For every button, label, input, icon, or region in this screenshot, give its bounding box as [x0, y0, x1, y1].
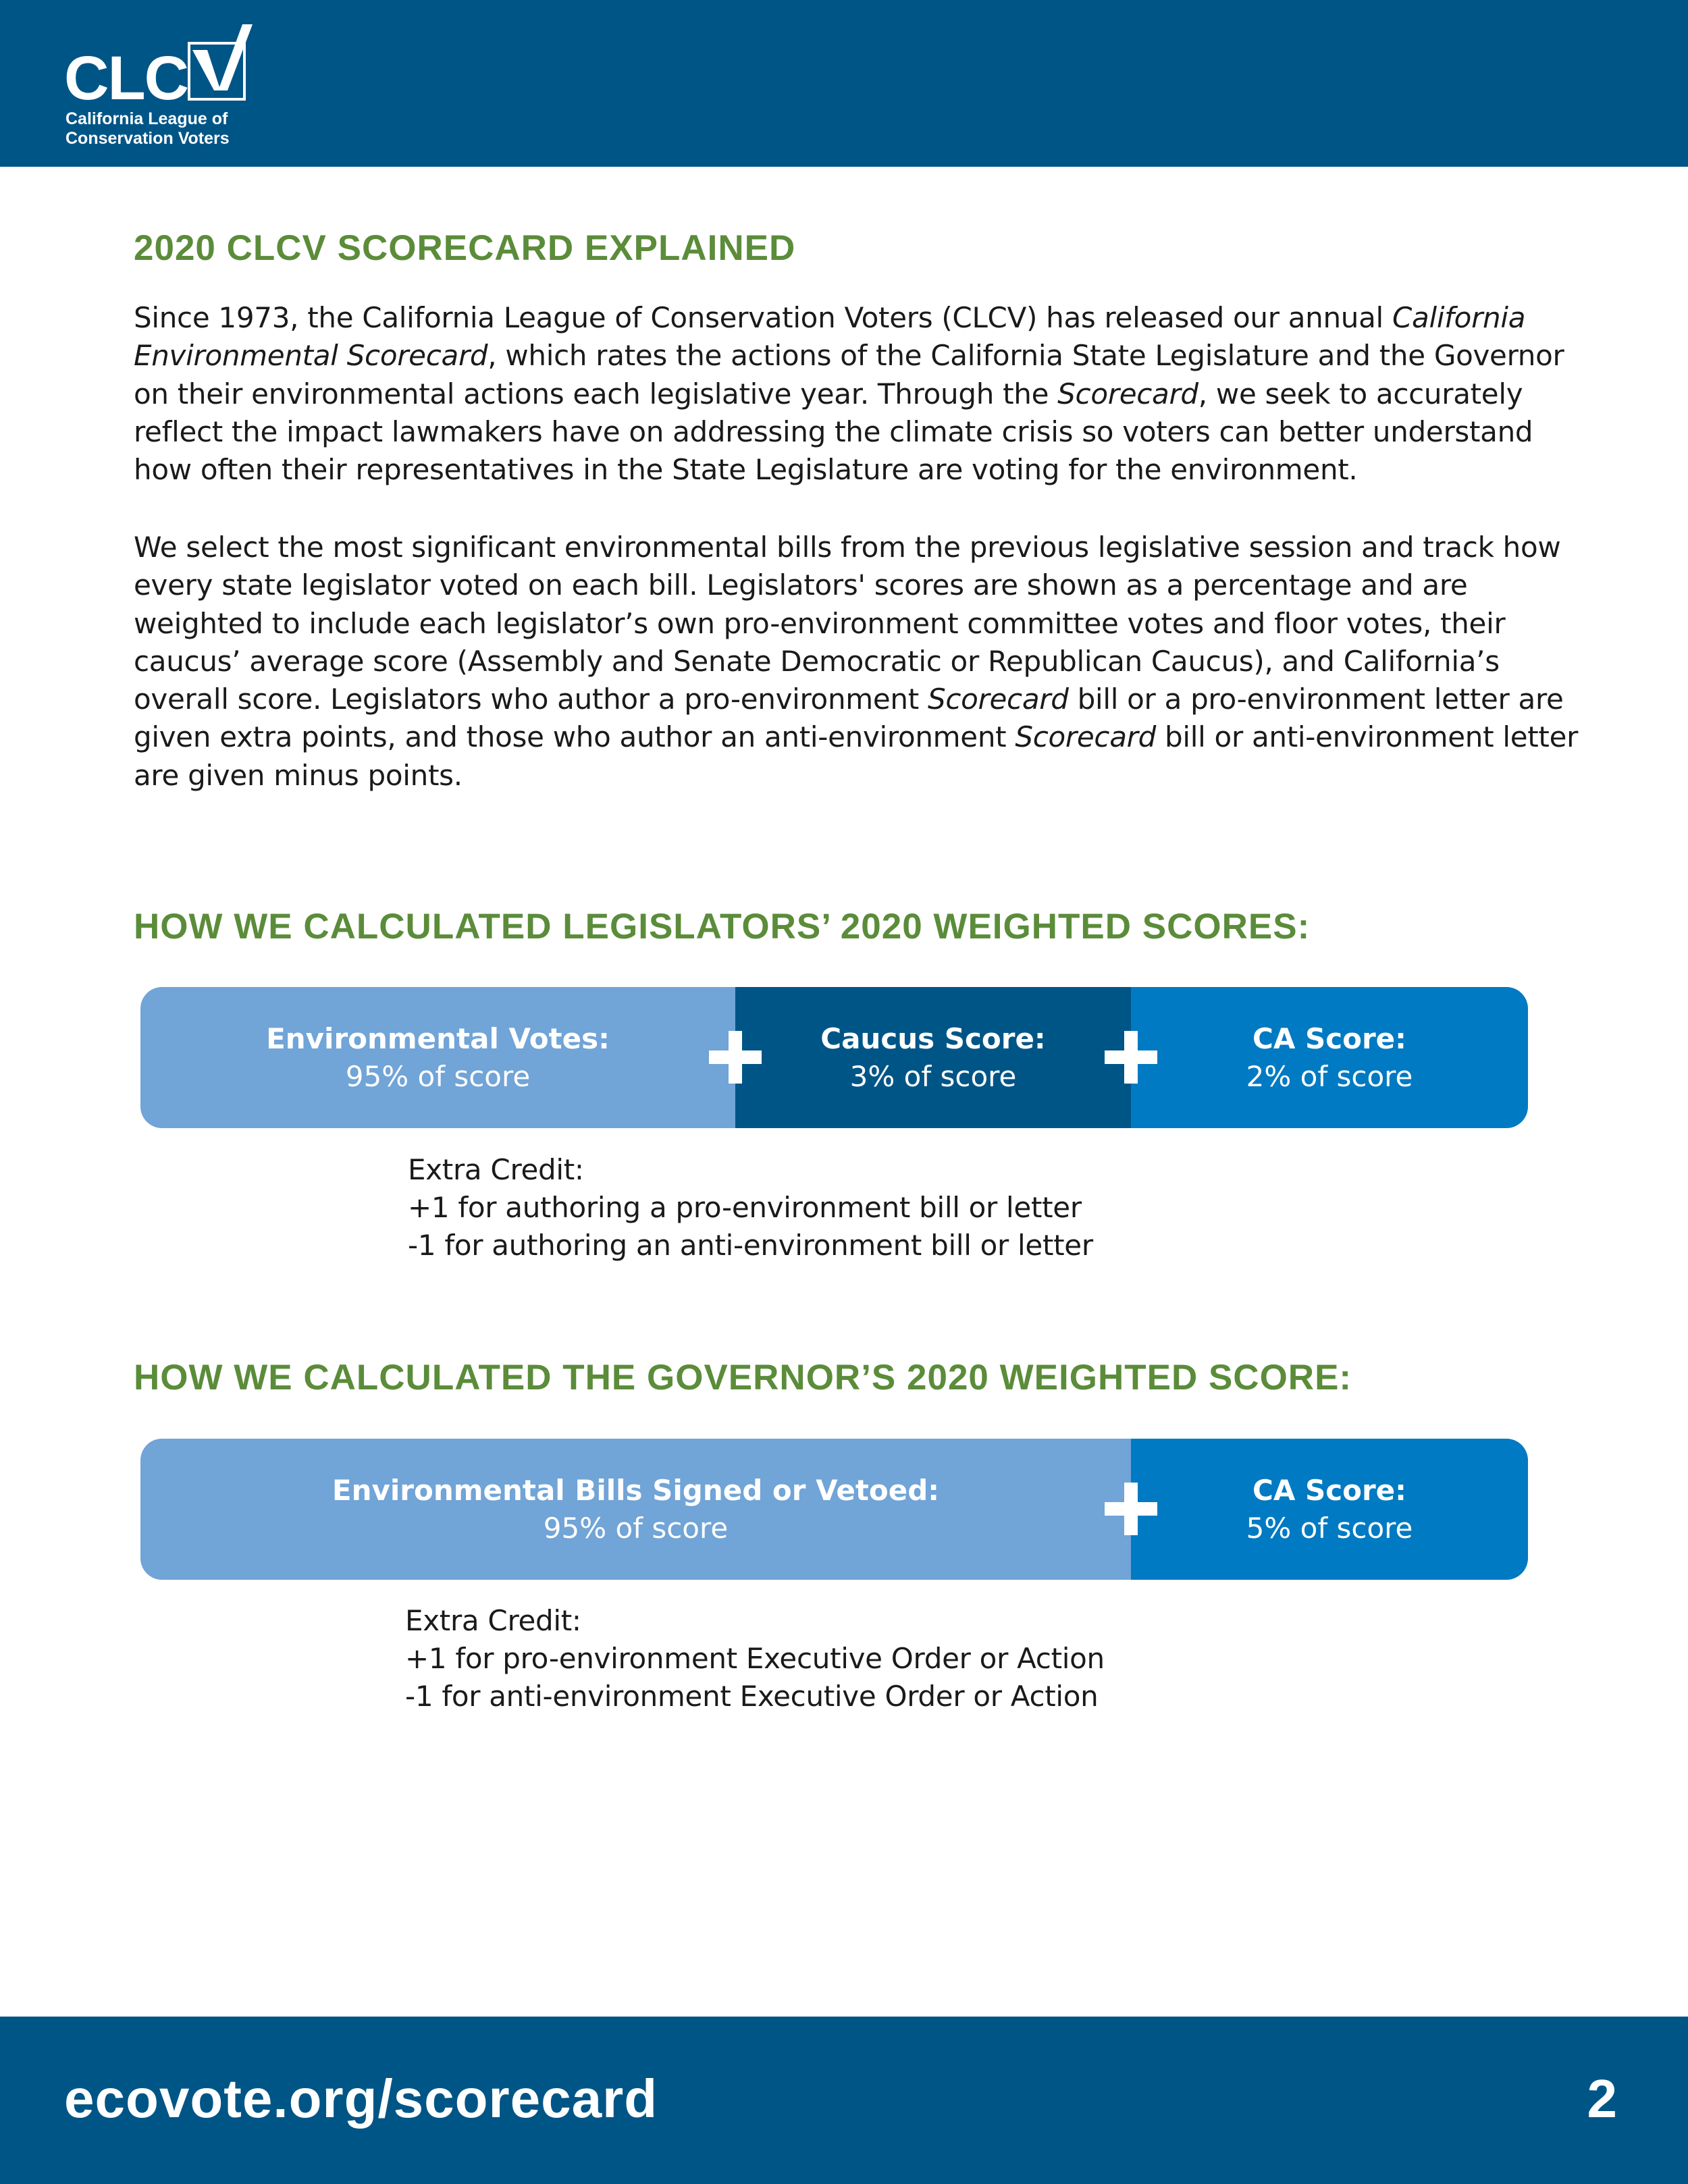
segment-value: 95% of score: [543, 1511, 729, 1545]
governor-score-bar: [140, 1439, 1528, 1580]
segment-environmental-votes: [140, 987, 735, 1128]
plus-icon: [709, 1031, 762, 1084]
intro-paragraph: Since 1973, the California League of Conservation Voters (CLCV) has released our annual California Environmental Scorecard, which rates the actions of the California State Legislature and the Governor on their environmental actions each legislative year. Through the Scorecard, we seek to accurately reflect the impact lawmakers have on addressing the climate crisis so voters can better understand how often their representatives in the State Legislature are voting for the environment.: [134, 301, 1564, 487]
clcv-logo: [64, 23, 267, 151]
extra-credit-item: +1 for pro-environment Executive Order or Action: [405, 1642, 1105, 1675]
segment-value: 5% of score: [1246, 1511, 1413, 1545]
logo-subtitle-line: Conservation Voters: [65, 129, 230, 148]
segment-ca-score: [1131, 987, 1528, 1128]
extra-credit-item: -1 for anti-environment Executive Order or Action: [405, 1680, 1099, 1713]
segment-value: 3% of score: [849, 1059, 1017, 1093]
legislator-score-bar: [140, 987, 1528, 1128]
segment-ca-score: [1131, 1439, 1528, 1580]
plus-icon: [1105, 1031, 1157, 1084]
method-paragraph: We select the most significant environmental bills from the previous legislative session and track how every state legislator voted on each bill. Legislators' scores are shown as a percentage and are weighted to include each legislator’s own pro-environment committee votes and floor votes, their caucus’ average score (Assembly and Senate Democratic or Republican Caucus), and California’s overall score. Legislators who author a pro-environment Scorecard bill or a pro-environment letter are given extra points, and those who author an anti-environment Scorecard bill or anti-environment letter are given minus points.: [134, 531, 1579, 792]
segment-bills-signed-vetoed: [140, 1439, 1131, 1580]
extra-credit-item: +1 for authoring a pro-environment bill or letter: [408, 1191, 1082, 1224]
page-number: 2: [1587, 2069, 1617, 2129]
logo-subtitle: [65, 109, 230, 149]
page-header: [0, 0, 1688, 167]
footer-url-link[interactable]: ecovote.org/scorecard: [64, 2069, 658, 2129]
segment-label: Caucus Score:: [820, 1021, 1046, 1055]
extra-credit-heading: Extra Credit:: [408, 1153, 584, 1186]
segment-value: 2% of score: [1246, 1059, 1413, 1093]
legislator-extra-credit: [408, 1151, 1093, 1264]
segment-label: Environmental Votes:: [266, 1021, 610, 1055]
extra-credit-item: -1 for authoring an anti-environment bill or letter: [408, 1229, 1093, 1262]
segment-label: Environmental Bills Signed or Vetoed:: [332, 1473, 940, 1507]
page-footer: [0, 2017, 1688, 2184]
section-title-governor: HOW WE CALCULATED THE GOVERNOR’S 2020 WEIGHTED SCORE:: [134, 1358, 1352, 1397]
segment-label: CA Score:: [1252, 1473, 1406, 1507]
segment-label: CA Score:: [1252, 1021, 1406, 1055]
extra-credit-heading: Extra Credit:: [405, 1604, 581, 1637]
logo-wordmark: CLC: [64, 44, 188, 113]
governor-extra-credit: [405, 1602, 1105, 1715]
section-title-explained: 2020 CLCV SCORECARD EXPLAINED: [134, 228, 796, 268]
checkmark-box-icon: [187, 23, 255, 104]
segment-value: 95% of score: [345, 1059, 531, 1093]
logo-subtitle-line: California League of: [65, 109, 228, 128]
section-title-legislators: HOW WE CALCULATED LEGISLATORS’ 2020 WEIGHTED SCORES:: [134, 907, 1311, 947]
plus-icon: [1105, 1483, 1157, 1535]
segment-caucus-score: [735, 987, 1131, 1128]
